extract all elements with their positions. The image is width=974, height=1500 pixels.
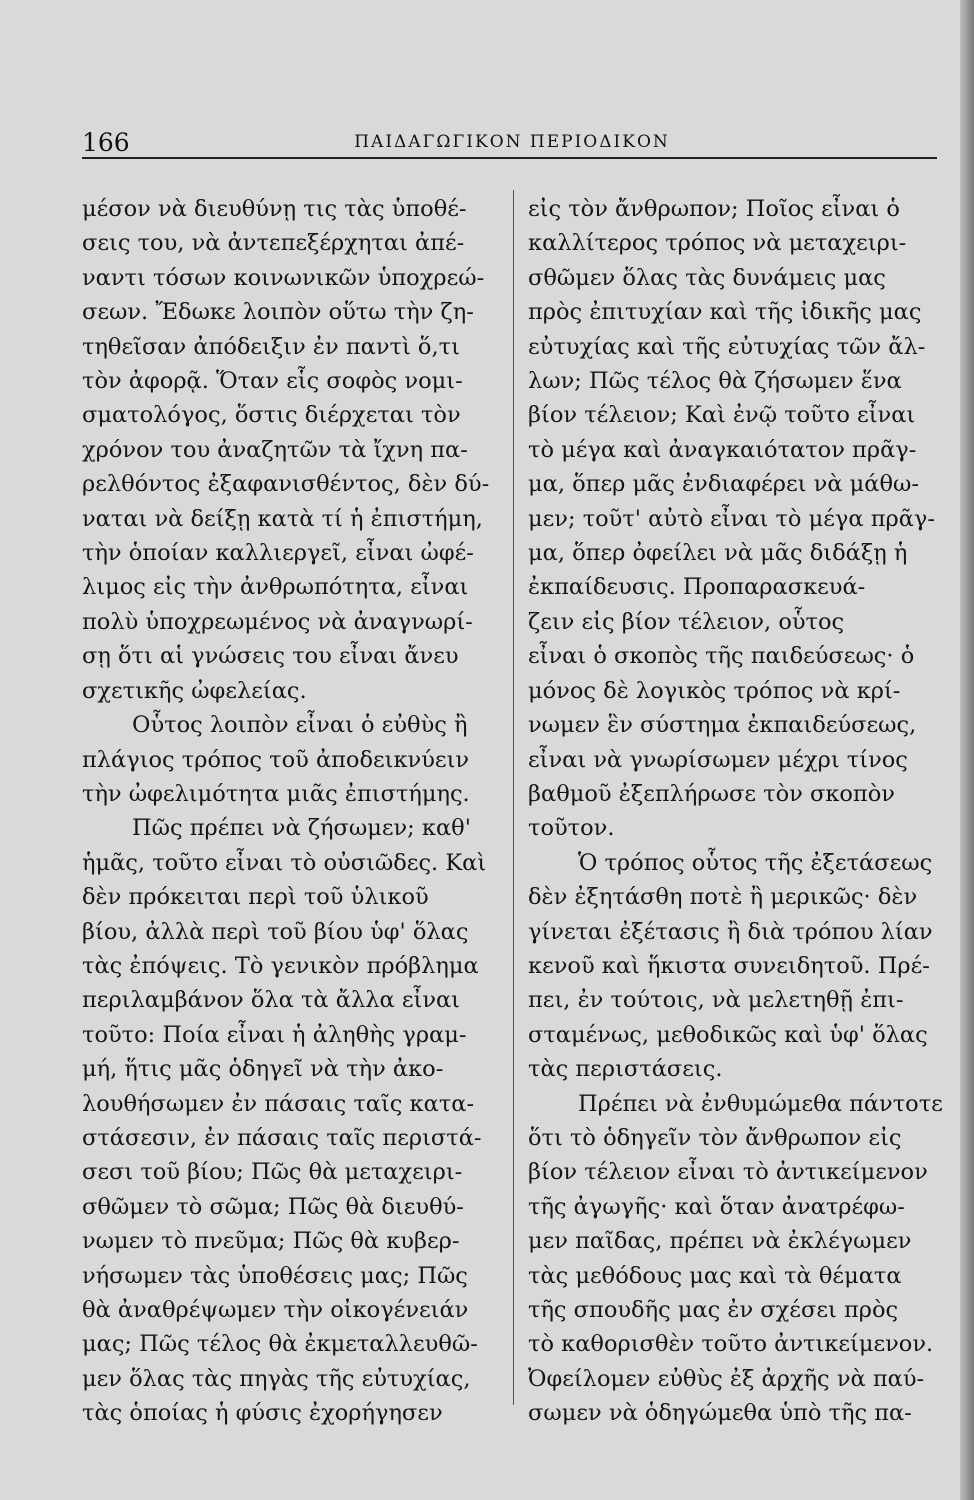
text-line: τὴν ὁποίαν καλλιεργεῖ, εἶναι ὠφέ- — [82, 540, 474, 567]
text-line: τὰς ἐπόψεις. Τὸ γενικὸν πρόβλημα — [82, 952, 479, 979]
text-line: γίνεται ἐξέτασις ἢ διὰ τρόπου λίαν — [528, 918, 933, 945]
text-line: τηθεῖσαν ἀπόδειξιν ἐν παντὶ ὅ,τι — [82, 333, 460, 360]
text-line: μή, ἥτις μᾶς ὁδηγεῖ νὰ τὴν ἀκο- — [82, 1056, 444, 1083]
page-edge — [960, 0, 974, 1500]
text-line: ναντι τόσων κοινωνικῶν ὑποχρεώ- — [82, 264, 485, 291]
text-line: σταμένως, μεθοδικῶς καὶ ὑφ' ὅλας — [528, 1021, 928, 1048]
text-line: δὲν πρόκειται περὶ τοῦ ὑλικοῦ — [82, 884, 429, 911]
text-line: τὰς περιστάσεις. — [528, 1056, 723, 1083]
text-line: πλάγιος τρόπος τοῦ ἀποδεικνύειν — [82, 746, 470, 773]
left-column — [82, 192, 492, 1431]
column-divider — [513, 190, 514, 1405]
text-line: χρόνον του ἀναζητῶν τὰ ἴχνη πα- — [82, 436, 468, 463]
text-line: λων; Πῶς τέλος θὰ ζήσωμεν ἕνα — [528, 368, 902, 395]
text-line: τὰς μεθόδους μας καὶ τὰ θέματα — [528, 1262, 902, 1289]
text-line: εὐτυχίας καὶ τῆς εὐτυχίας τῶν ἄλ- — [528, 333, 926, 360]
text-line: λουθήσωμεν ἐν πάσαις ταῖς κατα- — [82, 1090, 475, 1117]
text-line: σεων. Ἔδωκε λοιπὸν οὕτω τὴν ζη- — [82, 299, 474, 326]
text-line: Πῶς πρέπει νὰ ζήσωμεν; καθ' — [132, 815, 471, 842]
text-line: ρελθόντος ἐξαφανισθέντος, δὲν δύ- — [82, 471, 490, 498]
right-column — [528, 192, 943, 1431]
text-line: στάσεσιν, ἐν πάσαις ταῖς περιστά- — [82, 1124, 482, 1151]
text-line: κενοῦ καὶ ἥκιστα συνειδητοῦ. Πρέ- — [528, 952, 930, 979]
text-line: Ὀφείλομεν εὐθὺς ἐξ ἀρχῆς νὰ παύ- — [528, 1365, 925, 1392]
text-line: τὸ καθορισθὲν τοῦτο ἀντικείμενον. — [528, 1331, 934, 1358]
text-line: βίον τέλειον; Καὶ ἐνῷ τοῦτο εἶναι — [528, 402, 916, 429]
text-line: περιλαμβάνον ὅλα τὰ ἄλλα εἶναι — [82, 987, 461, 1014]
text-line: μόνος δὲ λογικὸς τρόπος νὰ κρί- — [528, 677, 901, 704]
text-line: νήσωμεν τὰς ὑποθέσεις μας; Πῶς — [82, 1262, 468, 1289]
text-line: βίον τέλειον εἶναι τὸ ἀντικείμενον — [528, 1159, 928, 1186]
text-line: μέσον νὰ διευθύνῃ τις τὰς ὑποθέ- — [82, 196, 467, 222]
text-line: σχετικῆς ὠφελείας. — [82, 677, 307, 704]
text-line: ναται νὰ δείξῃ κατὰ τί ἡ ἐπιστήμη, — [82, 505, 483, 532]
text-line: δὲν ἐξητάσθη ποτὲ ἢ μερικῶς· δὲν — [528, 884, 918, 911]
text-line: Πρέπει νὰ ἐνθυμώμεθα πάντοτε — [578, 1090, 943, 1117]
text-line: πει, ἐν τούτοις, νὰ μελετηθῇ ἐπι- — [528, 987, 904, 1014]
text-line: σθῶμεν ὅλας τὰς δυνάμεις μας — [528, 264, 886, 291]
text-line: βαθμοῦ ἐξεπλήρωσε τὸν σκοπὸν — [528, 780, 895, 807]
text-line: ὅτι τὸ ὁδηγεῖν τὸν ἄνθρωπον εἰς — [528, 1124, 902, 1151]
text-line: πρὸς ἐπιτυχίαν καὶ τῆς ἰδικῆς μας — [528, 299, 922, 326]
text-line: τὸν ἀφορᾷ. Ὅταν εἷς σοφὸς νομι- — [82, 368, 463, 395]
text-line: τῆς σπουδῆς μας ἐν σχέσει πρὸς — [528, 1297, 899, 1323]
text-line: μεν; τοῦτ' αὐτὸ εἶναι τὸ μέγα πρᾶγ- — [528, 505, 935, 532]
text-line: Οὗτος λοιπὸν εἶναι ὁ εὐθὺς ἢ — [132, 712, 468, 739]
text-line: ἐκπαίδευσις. Προπαρασκευά- — [528, 574, 866, 601]
text-line: τοῦτο: Ποία εἶναι ἡ ἀληθὴς γραμ- — [82, 1021, 467, 1048]
text-line: καλλίτερος τρόπος νὰ μεταχειρι- — [528, 230, 907, 257]
text-line: τῆς ἀγωγῆς· καὶ ὅταν ἀνατρέφω- — [528, 1193, 905, 1220]
text-line: νωμεν τὸ πνεῦμα; Πῶς θὰ κυβερ- — [82, 1228, 460, 1255]
page-number: 166 — [82, 128, 130, 157]
text-line: ἡμᾶς, τοῦτο εἶναι τὸ οὐσιῶδες. Καὶ — [82, 849, 487, 876]
text-line: μεν ὅλας τὰς πηγὰς τῆς εὐτυχίας, — [82, 1365, 471, 1392]
text-line: σματολόγος, ὅστις διέρχεται τὸν — [82, 402, 461, 429]
text-line: σθῶμεν τὸ σῶμα; Πῶς θὰ διευθύ- — [82, 1193, 464, 1220]
text-line: μα, ὅπερ ὀφείλει νὰ μᾶς διδάξῃ ἡ — [528, 540, 908, 567]
text-line: εἶναι ὁ σκοπὸς τῆς παιδεύσεως· ὁ — [528, 643, 915, 670]
text-line: σῃ ὅτι αἱ γνώσεις του εἶναι ἄνευ — [82, 643, 459, 670]
header-rule — [82, 157, 937, 159]
text-line: εἶναι νὰ γνωρίσωμεν μέχρι τίνος — [528, 746, 908, 773]
text-line: τὸ μέγα καὶ ἀναγκαιότατον πρᾶγ- — [528, 436, 917, 463]
text-line: ζειν εἰς βίον τέλειον, οὗτος — [528, 608, 845, 635]
running-title: ΠΑΙΔΑΓΩΓΙΚΟΝ ΠΕΡΙΟΔΙΚΟΝ — [354, 132, 670, 152]
text-line: θὰ ἀναθρέψωμεν τὴν οἰκογένειάν — [82, 1297, 469, 1323]
text-line: λιμος εἰς τὴν ἀνθρωπότητα, εἶναι — [82, 574, 469, 601]
text-line: βίου, ἀλλὰ περὶ τοῦ βίου ὑφ' ὅλας — [82, 918, 469, 945]
text-line: εἰς τὸν ἄνθρωπον; Ποῖος εἶναι ὁ — [528, 196, 900, 222]
text-line: πολὺ ὑποχρεωμένος νὰ ἀναγνωρί- — [82, 608, 473, 635]
text-line: τὰς ὁποίας ἡ φύσις ἐχορήγησεν — [82, 1400, 443, 1427]
text-line: σεις του, νὰ ἀντεπεξέρχηται ἀπέ- — [82, 230, 465, 257]
text-line: μας; Πῶς τέλος θὰ ἐκμεταλλευθῶ- — [82, 1331, 478, 1358]
page-header — [82, 128, 942, 160]
text-line: σεσι τοῦ βίου; Πῶς θὰ μεταχειρι- — [82, 1159, 463, 1186]
text-line: νωμεν ἓν σύστημα ἐκπαιδεύσεως, — [528, 712, 917, 739]
text-line: μα, ὅπερ μᾶς ἐνδιαφέρει νὰ μάθω- — [528, 471, 919, 498]
text-line: μεν παῖδας, πρέπει νὰ ἐκλέγωμεν — [528, 1228, 912, 1255]
text-line: τὴν ὠφελιμότητα μιᾶς ἐπιστήμης. — [82, 780, 470, 807]
text-line: σωμεν νὰ ὁδηγώμεθα ὑπὸ τῆς πα- — [528, 1400, 912, 1427]
text-line: τοῦτον. — [528, 815, 615, 842]
text-line: Ὁ τρόπος οὗτος τῆς ἐξετάσεως — [578, 849, 933, 876]
